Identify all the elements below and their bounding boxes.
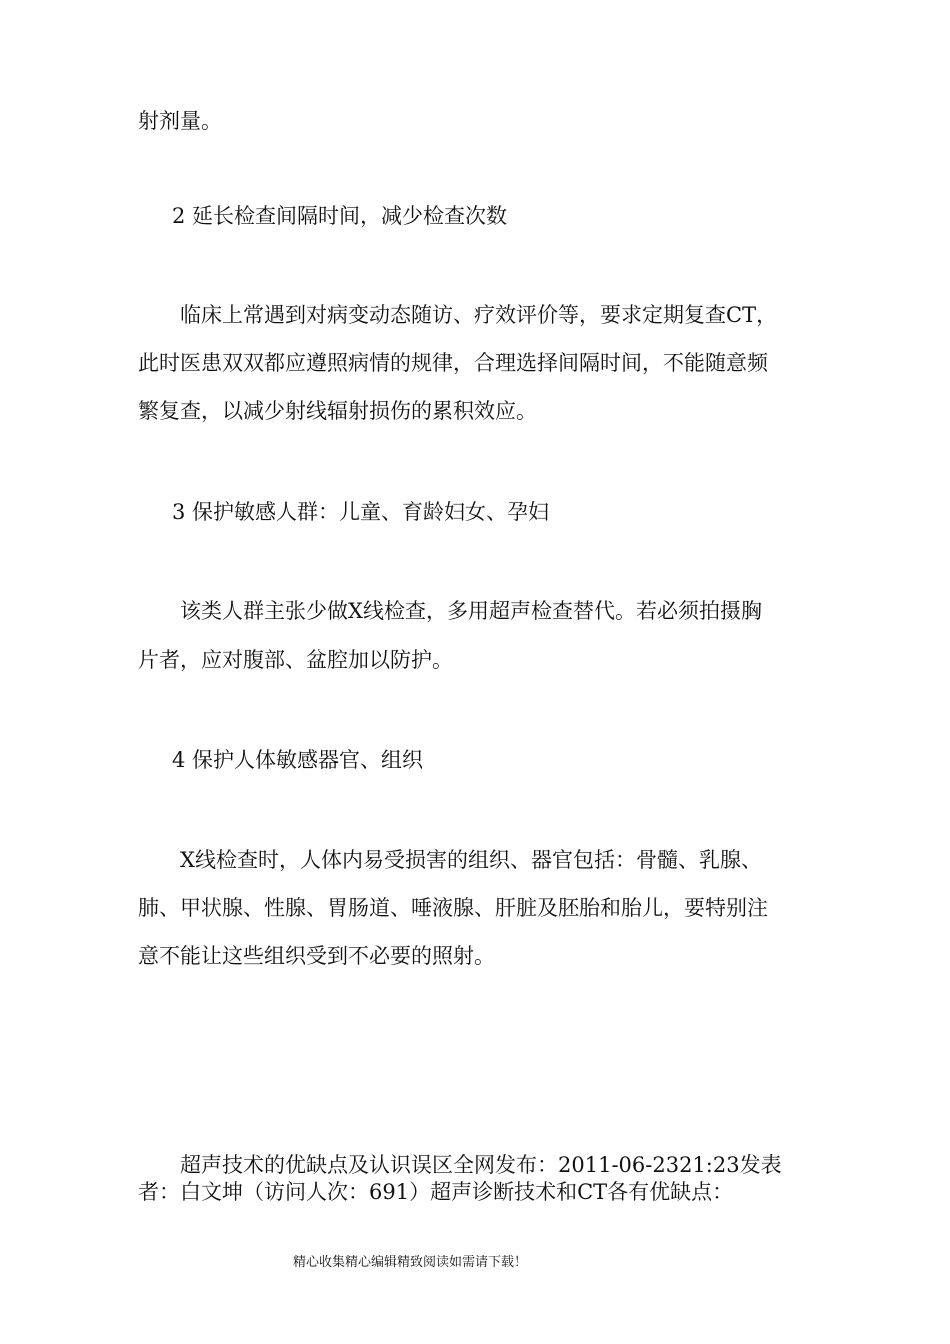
text-line: 者：白文坤（访问人次：691）超声诊断技术和CT各有优缺点： (138, 1180, 734, 1204)
text-line: 该类人群主张少做X线检查，多用超声检查替代。若必须拍摄胸 (180, 599, 762, 623)
text-line: 片者，应对腹部、盆腔加以防护。 (138, 648, 453, 672)
section-heading: 3 保护敏感人群：儿童、育龄妇女、孕妇 (172, 500, 550, 524)
text-line: 意不能让这些组织受到不必要的照射。 (138, 944, 495, 968)
text-line: 肺、甲状腺、性腺、胃肠道、唾液腺、肝脏及胚胎和胎儿，要特别注 (138, 896, 768, 920)
section-heading: 2 延长检查间隔时间，减少检查次数 (172, 204, 508, 228)
section-heading: 4 保护人体敏感器官、组织 (172, 748, 424, 772)
text-line: X线检查时，人体内易受损害的组织、器官包括：骨髓、乳腺、 (180, 848, 762, 872)
page-footer: 精心收集精心编辑精致阅读如需请下载！ (293, 1255, 528, 1270)
text-line: 繁复查，以减少射线辐射损伤的累积效应。 (138, 399, 537, 423)
text-line: 临床上常遇到对病变动态随访、疗效评价等，要求定期复查CT， (180, 303, 778, 327)
text-line: 射剂量。 (138, 109, 222, 133)
text-line: 超声技术的优缺点及认识误区全网发布：2011-06-2321:23发表 (180, 1153, 782, 1177)
text-line: 此时医患双双都应遵照病情的规律，合理选择间隔时间，不能随意频 (138, 351, 768, 375)
